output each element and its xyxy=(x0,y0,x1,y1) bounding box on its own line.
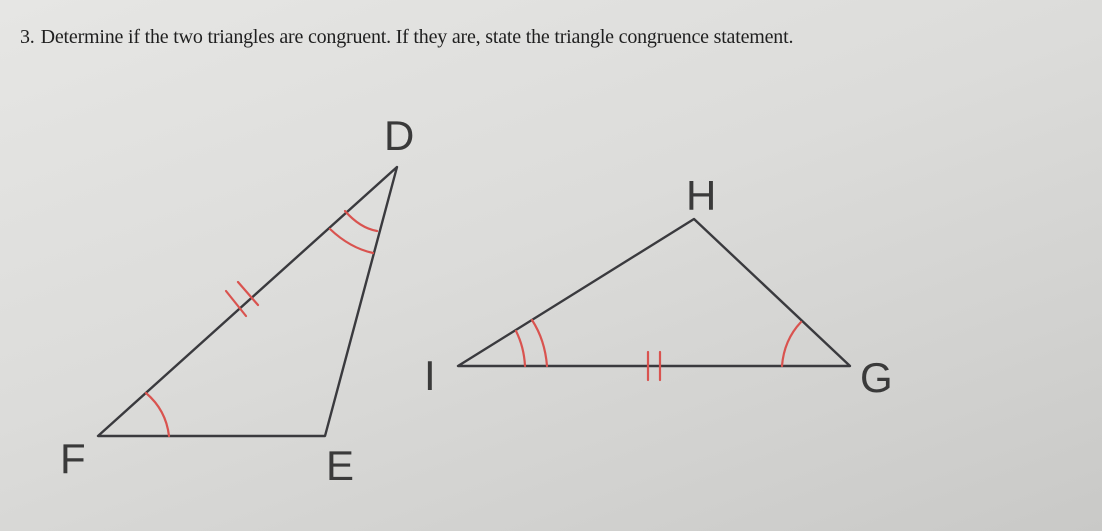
angle-d-double-arc xyxy=(345,211,377,231)
angle-f-arc xyxy=(146,393,169,436)
angle-i-double-arc-outer xyxy=(532,320,547,366)
vertex-label-f: F xyxy=(60,435,86,482)
triangle-ghi xyxy=(424,172,893,401)
triangle-def-outline xyxy=(98,167,397,436)
angle-g-arc xyxy=(782,322,801,366)
triangle-ghi-outline xyxy=(458,219,850,366)
question-prompt: Determine if the two triangles are congruent. If they are, state the triangle congruence statement. xyxy=(40,26,794,48)
angle-i-double-arc xyxy=(516,331,525,366)
angle-d-double-arc-inner xyxy=(330,229,373,253)
vertex-label-g: G xyxy=(860,354,893,401)
vertex-label-h: H xyxy=(686,172,717,219)
question-number: 3. xyxy=(20,26,35,48)
vertex-label-e: E xyxy=(326,442,355,489)
vertex-label-d: D xyxy=(384,112,415,159)
vertex-label-i: I xyxy=(424,352,436,399)
triangle-def xyxy=(60,112,414,489)
